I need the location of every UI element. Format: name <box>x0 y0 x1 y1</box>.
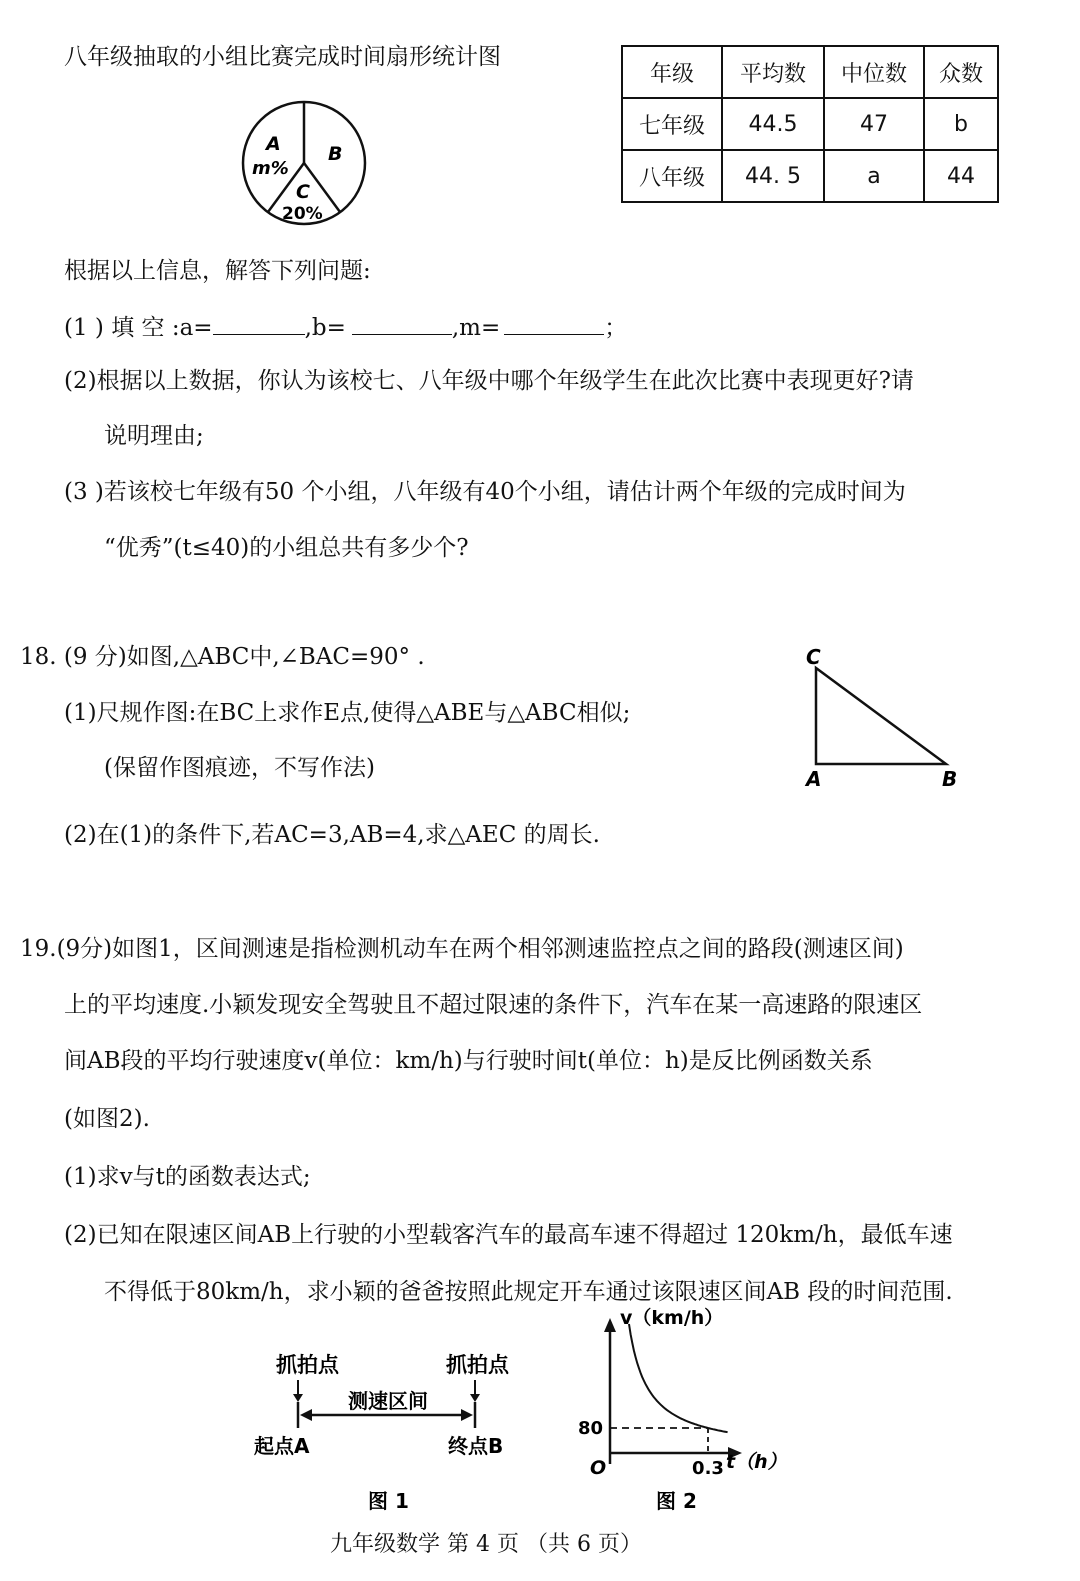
fig1-interval-arrowhead-left <box>300 1409 312 1421</box>
fig2-y-tick: 80 <box>578 1418 604 1439</box>
q17-part3-line1: (3 )若该校七年级有50 个小组，八年级有40个小组，请估计两个年级的完成时间为 <box>64 479 906 505</box>
fig2-caption: 图 2 <box>656 1489 697 1513</box>
q18-part1-note: (保留作图痕迹，不写作法) <box>104 755 375 781</box>
q19-part2-line2: 不得低于80km/h，求小颖的爸爸按照此规定开车通过该限速区间AB 段的时间范围. <box>104 1279 953 1305</box>
table-row <box>622 150 998 202</box>
fig2-y-axis-label: v（km/h） <box>620 1307 724 1329</box>
table-cell: 44 <box>924 150 998 202</box>
triangle-label-c: C <box>806 645 821 669</box>
q17-part1 <box>64 314 627 343</box>
fig2-curve <box>629 1324 728 1432</box>
fig2-origin: O <box>590 1457 607 1479</box>
triangle-abc <box>816 668 946 764</box>
q19-line2: 上的平均速度.小颖发现安全驾驶且不超过限速的条件下，汽车在某一高速路的限速区 <box>64 992 923 1018</box>
q17-part2-line1: (2)根据以上数据，你认为该校七、八年级中哪个年级学生在此次比赛中表现更好?请 <box>64 368 914 394</box>
fig1-right-down-arrowhead <box>470 1394 480 1402</box>
table-row <box>622 98 998 150</box>
blank-m <box>504 314 604 335</box>
table-cell: 44.5 <box>722 98 824 150</box>
table-header-cell: 中位数 <box>824 46 924 98</box>
pie-label-a-pct: m% <box>252 158 289 179</box>
fig1-start-label: 起点A <box>254 1434 310 1458</box>
q17-part1-prefix: (1 ) 填 空 :a= <box>64 315 213 341</box>
pie-label-c-pct: 20% <box>282 204 323 224</box>
q17-part1-m: ,m= <box>451 315 501 341</box>
table-cell: b <box>924 98 998 150</box>
q18-part2: (2)在(1)的条件下,若AC=3,AB=4,求△AEC 的周长. <box>64 822 600 848</box>
pie-label-a: A <box>266 133 281 155</box>
table-header-cell: 平均数 <box>722 46 824 98</box>
fig1-left-down-arrowhead <box>293 1394 303 1402</box>
pie-chart-title: 八年级抽取的小组比赛完成时间扇形统计图 <box>64 44 501 70</box>
q17-part2-line2: 说明理由; <box>104 423 204 449</box>
table-header-cell: 众数 <box>924 46 998 98</box>
fig2-x-tick: 0.3 <box>692 1458 724 1479</box>
triangle-abc-figure <box>796 640 976 795</box>
triangle-label-a: A <box>806 767 822 791</box>
fig2-x-axis-label: t（h） <box>726 1451 787 1473</box>
q18-part1: (1)尺规作图:在BC上求作E点,使得△ABE与△ABC相似; <box>64 700 631 726</box>
q17-intro: 根据以上信息，解答下列问题: <box>64 258 371 284</box>
pie-chart <box>236 98 376 230</box>
q19-line1: 19.(9分)如图1，区间测速是指检测机动车在两个相邻测速监控点之间的路段(测速区间) <box>20 936 904 962</box>
table-header-row <box>622 46 998 98</box>
blank-b <box>352 314 452 335</box>
q17-part1-b: ,b= <box>304 315 346 341</box>
blank-a <box>213 314 305 335</box>
page-footer: 九年级数学 第 4 页 （共 6 页） <box>330 1532 642 1557</box>
table-cell: 44. 5 <box>722 150 824 202</box>
fig1-right-camera: 抓拍点 <box>446 1353 509 1377</box>
q19-part2-line1: (2)已知在限速区间AB上行驶的小型载客汽车的最高车速不得超过 120km/h，最低车速 <box>64 1222 953 1248</box>
fig1-interval-arrowhead-right <box>461 1409 473 1421</box>
table-cell: 八年级 <box>622 150 722 202</box>
pie-label-c: C <box>296 181 310 203</box>
q17-part1-end: ； <box>604 315 628 341</box>
fig1-caption: 图 1 <box>368 1489 409 1513</box>
q19-line4: (如图2). <box>64 1106 150 1132</box>
figure-1 <box>250 1340 540 1520</box>
fig1-interval-label: 测速区间 <box>348 1389 428 1413</box>
q17-part3-line2: “优秀”(t≤40)的小组总共有多少个? <box>104 535 469 561</box>
q19-line3: 间AB段的平均行驶速度v(单位：km/h)与行驶时间t(单位：h)是反比例函数关系 <box>64 1048 873 1074</box>
fig1-end-label: 终点B <box>448 1434 504 1458</box>
pie-label-b: B <box>328 143 343 165</box>
q18-header: 18. (9 分)如图,△ABC中,∠BAC=90° . <box>20 644 425 670</box>
table-header-cell: 年级 <box>622 46 722 98</box>
fig1-left-camera: 抓拍点 <box>276 1353 339 1377</box>
fig2-y-axis-arrowhead <box>604 1318 616 1332</box>
table-cell: 47 <box>824 98 924 150</box>
figure-2 <box>570 1304 800 1520</box>
stats-table <box>621 45 999 203</box>
q19-part1: (1)求v与t的函数表达式; <box>64 1164 311 1190</box>
table-cell: a <box>824 150 924 202</box>
table-cell: 七年级 <box>622 98 722 150</box>
triangle-label-b: B <box>942 767 958 791</box>
